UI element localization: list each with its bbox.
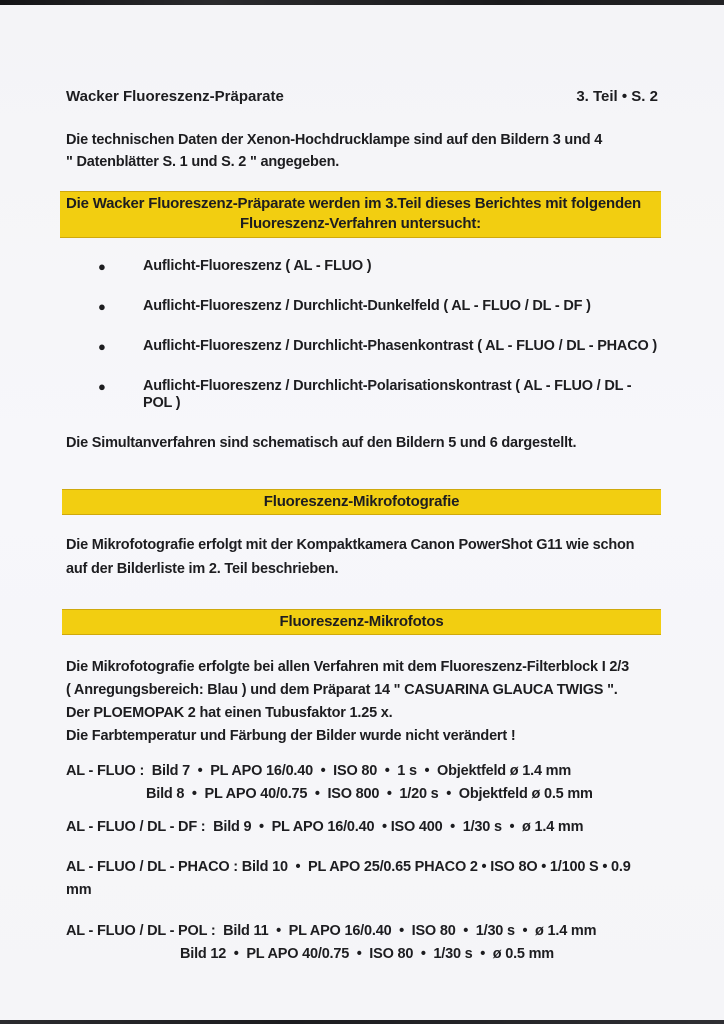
bullet-icon: ● [98, 379, 106, 394]
spec-line: AL - FLUO / DL - POL : Bild 11 • PL APO 16/0.40 • ISO 80 • 1/30 s • ø 1.4 mm [66, 923, 597, 939]
paragraph-line: auf der Bilderliste im 2. Teil beschrieben. [66, 561, 339, 577]
list-item [66, 338, 658, 355]
spec-line: AL - FLUO / DL - DF : Bild 9 • PL APO 16/0.40 • ISO 400 • 1/30 s • ø 1.4 mm [66, 819, 584, 835]
section-title: Fluoreszenz-Mikrofotografie [263, 493, 460, 510]
document-title: Wacker Fluoreszenz-Präparate [66, 88, 284, 105]
paragraph-line: Die Farbtemperatur und Färbung der Bilder wurde nicht verändert ! [66, 728, 516, 744]
list-item [66, 378, 658, 412]
paragraph-line: Der PLOEMOPAK 2 hat einen Tubusfaktor 1.25 x. [66, 705, 393, 721]
paragraph-line: Die Mikrofotografie erfolgt mit der Kompaktkamera Canon PowerShot G11 wie schon [66, 537, 635, 553]
spec-line: Bild 8 • PL APO 40/0.75 • ISO 800 • 1/20 s • Objektfeld ø 0.5 mm [146, 786, 593, 802]
section-heading-mikrofotos [62, 609, 661, 635]
method-label: Auflicht-Fluoreszenz / Durchlicht-Phasenkontrast ( AL - FLUO / DL - PHACO ) [143, 338, 658, 354]
intro-line-1: Die technischen Daten der Xenon-Hochdrucklampe sind auf den Bildern 3 und 4 [66, 132, 603, 148]
simultan-note [66, 435, 658, 452]
section-title: Fluoreszenz-Mikrofotos [279, 613, 444, 630]
spec-line: Bild 12 • PL APO 40/0.75 • ISO 80 • 1/30 s • ø 0.5 mm [180, 946, 554, 962]
method-label: Auflicht-Fluoreszenz / Durchlicht-Dunkelfeld ( AL - FLUO / DL - DF ) [143, 298, 591, 314]
document-header [66, 88, 658, 105]
bullet-icon: ● [98, 299, 106, 314]
list-item [66, 258, 658, 275]
highlighted-statement-box [60, 191, 661, 238]
bullet-icon: ● [98, 339, 106, 354]
spec-al-fluo-dl-df [66, 816, 658, 839]
spec-al-fluo-dl-pol [66, 920, 658, 966]
scan-edge-top [0, 0, 724, 5]
methods-list [66, 258, 658, 412]
mikrofotografie-paragraph [66, 533, 658, 581]
simultan-note-text: Die Simultanverfahren sind schematisch auf den Bildern 5 und 6 dargestellt. [66, 435, 577, 451]
highlight-line-1: Die Wacker Fluoreszenz-Präparate werden im 3.Teil dieses Berichtes mit folgenden [66, 195, 642, 212]
paragraph-line: ( Anregungsbereich: Blau ) und dem Präparat 14 " CASUARINA GLAUCA TWIGS ". [66, 682, 618, 698]
page-reference: 3. Teil • S. 2 [576, 88, 658, 105]
spec-line: AL - FLUO : Bild 7 • PL APO 16/0.40 • ISO 80 • 1 s • Objektfeld ø 1.4 mm [66, 763, 572, 779]
list-item [66, 298, 658, 315]
method-label: Auflicht-Fluoreszenz ( AL - FLUO ) [143, 258, 372, 274]
bullet-icon: ● [98, 259, 106, 274]
scan-edge-bottom [0, 1020, 724, 1024]
spec-al-fluo-dl-phaco [66, 856, 658, 902]
method-label: Auflicht-Fluoreszenz / Durchlicht-Polarisationskontrast ( AL - FLUO / DL - POL ) [143, 378, 636, 411]
spec-line: AL - FLUO / DL - PHACO : Bild 10 • PL APO 25/0.65 PHACO 2 • ISO 8O • 1/100 S • 0.9 mm [66, 859, 635, 898]
highlight-line-2: Fluoreszenz-Verfahren untersucht: [240, 215, 481, 232]
section-heading-mikrofotografie [62, 489, 661, 515]
intro-paragraph [66, 129, 658, 173]
intro-line-2: " Datenblätter S. 1 und S. 2 " angegeben. [66, 154, 340, 170]
mikrofotos-paragraph [66, 656, 658, 748]
paragraph-line: Die Mikrofotografie erfolgte bei allen Verfahren mit dem Fluoreszenz-Filterblock I 2/3 [66, 659, 629, 675]
spec-al-fluo [66, 760, 658, 806]
